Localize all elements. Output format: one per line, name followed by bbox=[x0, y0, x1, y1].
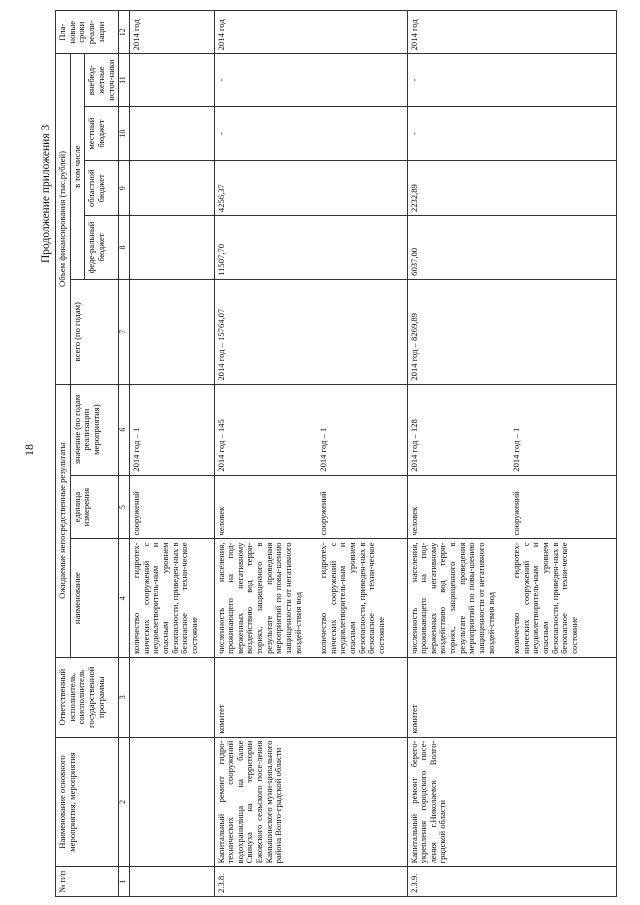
header-num: № п/п bbox=[56, 867, 119, 897]
column-number: 3 bbox=[119, 657, 130, 737]
row-federal: 11507,70 bbox=[214, 216, 305, 280]
spacer-row bbox=[389, 11, 408, 897]
row-term bbox=[317, 11, 388, 54]
header-funding: Объем финансирования (тыс.рублей) bbox=[56, 54, 71, 384]
row-value: 2014 год – 128 bbox=[407, 384, 498, 475]
row-regional: 4256,37 bbox=[214, 161, 305, 216]
header-expected-results: Ожидаемые непосредственные результаты bbox=[56, 384, 71, 657]
row-result-name: количество гидротех-нических сооружений с неудовлетворитель-ным и опасным уровнем безопасности, приведен-ных в безопасное техни-ческое состояние bbox=[130, 539, 202, 657]
row-local: - bbox=[214, 106, 305, 161]
column-number: 10 bbox=[119, 106, 130, 161]
row-local bbox=[510, 106, 581, 161]
row-executor bbox=[510, 657, 581, 737]
header-unit: единица измерения bbox=[70, 475, 119, 539]
row-measure-name: Капитальный ремонт гидро-технических сооружений водохранилища на балке Свинуха на территории Ежовского сельского посе-ления Камышинского муни-ципального района Волго-градской области bbox=[214, 737, 305, 867]
row-measure-name bbox=[130, 737, 202, 867]
row-regional bbox=[317, 161, 388, 216]
funding-table bbox=[55, 10, 617, 897]
row-measure-name: Капитальный ремонт берего-укрепления городского посе-ления г.Николаевск Волго-градской области bbox=[407, 737, 498, 867]
spacer-row bbox=[202, 11, 215, 897]
row-result-name: количество гидротех-нических сооружений с неудовлетворитель-ным и опасным уровнем безопасности, приведен-ных в безопасное техни-ческое состояние bbox=[510, 539, 581, 657]
row-value: 2014 год – 1 bbox=[510, 384, 581, 475]
table-row bbox=[510, 11, 581, 897]
row-unit: сооружений bbox=[130, 475, 202, 539]
row-total: 2014 год – 15764,07 bbox=[214, 279, 305, 384]
row-measure-name bbox=[510, 737, 581, 867]
column-number: 2 bbox=[119, 737, 130, 867]
row-term: 2014 год bbox=[130, 11, 202, 54]
column-number: 9 bbox=[119, 161, 130, 216]
table-row bbox=[407, 11, 498, 897]
page-number: 18 bbox=[22, 444, 36, 456]
header-executor: Ответственный исполнитель, соисполнитель государственной программы bbox=[56, 657, 119, 737]
row-extra: - bbox=[214, 54, 305, 106]
row-total bbox=[510, 279, 581, 384]
row-total bbox=[130, 279, 202, 384]
table-row bbox=[317, 11, 388, 897]
row-extra bbox=[510, 54, 581, 106]
header-extra: внебюд-жетные источ-ники bbox=[85, 54, 119, 106]
spacer-row bbox=[498, 11, 510, 897]
row-local bbox=[317, 106, 388, 161]
row-total: 2014 год – 8269,89 bbox=[407, 279, 498, 384]
row-result-name: численность населения, проживающего на под-верженных негативному воздействию вод терри-ториях, защищенного в результате проведения мероприятий по повы-шению защищенности от негативного воздей-ствия вод bbox=[214, 539, 305, 657]
spacer-row bbox=[305, 11, 317, 897]
header-including: в том числе bbox=[70, 54, 85, 279]
row-executor: комитет bbox=[407, 657, 498, 737]
row-extra bbox=[130, 54, 202, 106]
column-number: 11 bbox=[119, 54, 130, 106]
row-num bbox=[317, 867, 388, 897]
row-term: 2014 год bbox=[407, 11, 498, 54]
row-regional bbox=[130, 161, 202, 216]
column-number: 7 bbox=[119, 279, 130, 384]
row-federal bbox=[130, 216, 202, 280]
row-value: 2014 год – 1 bbox=[130, 384, 202, 475]
row-federal bbox=[510, 216, 581, 280]
column-number: 6 bbox=[119, 384, 130, 475]
header-regional: областной бюджет bbox=[85, 161, 119, 216]
row-num bbox=[130, 867, 202, 897]
row-regional bbox=[510, 161, 581, 216]
row-num: 2.3.9. bbox=[407, 867, 498, 897]
row-local bbox=[130, 106, 202, 161]
row-executor bbox=[317, 657, 388, 737]
row-num bbox=[510, 867, 581, 897]
row-extra bbox=[317, 54, 388, 106]
appendix-title: Продолжение приложения 3 bbox=[40, 124, 52, 263]
header-local: местный бюджет bbox=[85, 106, 119, 161]
table-row bbox=[130, 11, 202, 897]
row-measure-name bbox=[317, 737, 388, 867]
row-result-name: количество гидротех-нических сооружений с неудовлетворитель-ным и опасным уровнем безопасности, приведен-ных в безопасное техни-ческое состояние bbox=[317, 539, 388, 657]
header-result-name: наименование bbox=[70, 539, 119, 657]
row-num: 2.3.8. bbox=[214, 867, 305, 897]
row-result-name: численность населения, проживающего на под-верженных негативному воздействию вод терри-ториях, защищенного в результате проведения мероприятий по повы-шению защищенности от негативного воздей-ствия вод bbox=[407, 539, 498, 657]
row-executor bbox=[130, 657, 202, 737]
row-term: 2014 год bbox=[214, 11, 305, 54]
column-number: 12 bbox=[119, 11, 130, 54]
row-value: 2014 год – 145 bbox=[214, 384, 305, 475]
row-federal bbox=[317, 216, 388, 280]
spacer-row bbox=[582, 11, 617, 897]
row-local: - bbox=[407, 106, 498, 161]
row-unit: человек bbox=[407, 475, 498, 539]
header-federal: феде-ральный бюджет bbox=[85, 216, 119, 280]
row-term bbox=[510, 11, 581, 54]
column-number: 1 bbox=[119, 867, 130, 897]
row-value: 2014 год – 1 bbox=[317, 384, 388, 475]
row-unit: сооружений bbox=[510, 475, 581, 539]
row-extra: - bbox=[407, 54, 498, 106]
column-number: 5 bbox=[119, 475, 130, 539]
header-measure-name: Наименование основного мероприятия, мероприятия bbox=[56, 737, 119, 867]
column-number: 8 bbox=[119, 216, 130, 280]
header-term: Пла-новые сроки реали-зации bbox=[56, 11, 119, 54]
header-value: значение (по годам реализации мероприятия) bbox=[70, 384, 119, 475]
row-executor: комитет bbox=[214, 657, 305, 737]
column-number: 4 bbox=[119, 539, 130, 657]
row-regional: 2232,89 bbox=[407, 161, 498, 216]
table-row bbox=[214, 11, 305, 897]
row-federal: 6037,00 bbox=[407, 216, 498, 280]
row-unit: сооружений bbox=[317, 475, 388, 539]
row-unit: человек bbox=[214, 475, 305, 539]
row-total bbox=[317, 279, 388, 384]
header-total: всего (по годам) bbox=[70, 279, 119, 384]
